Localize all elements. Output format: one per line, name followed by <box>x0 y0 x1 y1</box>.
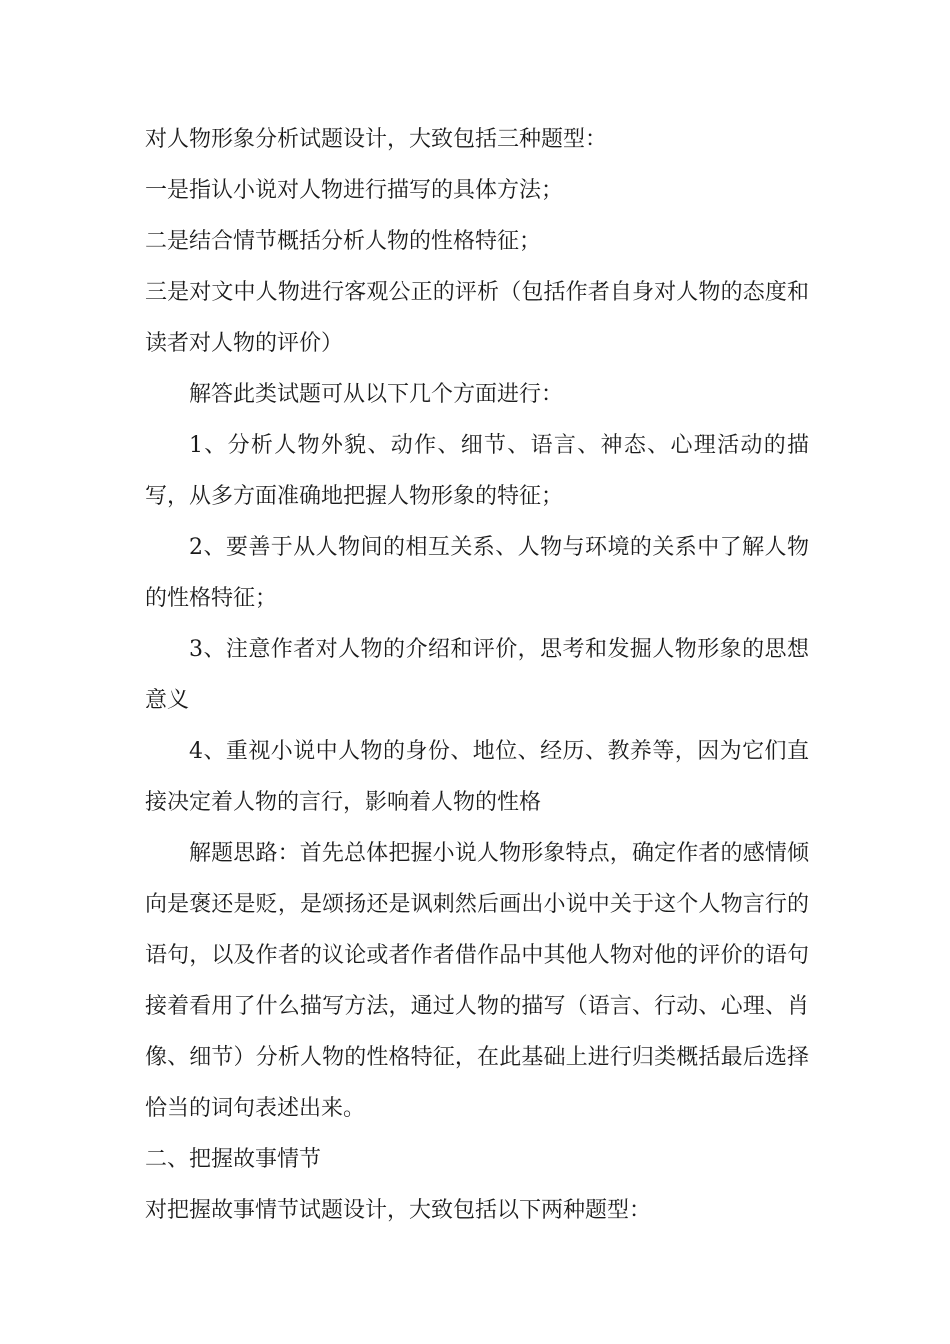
paragraph-type-one: 一是指认小说对人物进行描写的具体方法； <box>145 178 564 203</box>
paragraph-point-1: 1、分析人物外貌、动作、细节、语言、神态、心理活动的描写，从多方面准确地把握人物形象的特征； <box>145 433 809 509</box>
document-body <box>145 114 809 1236</box>
paragraph-solution-ideas: 解题思路：首先总体把握小说人物形象特点，确定作者的感情倾向是褒还是贬，是颂扬还是讽刺然后画出小说中关于这个人物言行的语句，以及作者的议论或者作者借作品中其他人物对他的评价的语句接着看用了什么描写方法，通过人物的描写（语言、行动、心理、肖像、细节）分析人物的性格特征，在此基础上进行归类概括最后选择恰当的词句表述出来。 <box>145 841 809 1121</box>
paragraph-plot-intro: 对把握故事情节试题设计，大致包括以下两种题型： <box>145 1198 652 1223</box>
paragraph-type-three: 三是对文中人物进行客观公正的评析（包括作者自身对人物的态度和读者对人物的评价） <box>145 280 809 356</box>
paragraph-intro: 对人物形象分析试题设计，大致包括三种题型： <box>145 127 608 152</box>
paragraph-point-4: 4、重视小说中人物的身份、地位、经历、教养等，因为它们直接决定着人物的言行，影响着人物的性格 <box>145 739 809 815</box>
paragraph-point-2: 2、要善于从人物间的相互关系、人物与环境的关系中了解人物的性格特征； <box>145 535 809 611</box>
paragraph-point-3: 3、注意作者对人物的介绍和评价，思考和发掘人物形象的思想意义 <box>145 637 809 713</box>
paragraph-approach: 解答此类试题可从以下几个方面进行： <box>189 382 564 407</box>
paragraph-type-two: 二是结合情节概括分析人物的性格特征； <box>145 229 542 254</box>
section-heading-plot: 二、把握故事情节 <box>145 1147 322 1172</box>
